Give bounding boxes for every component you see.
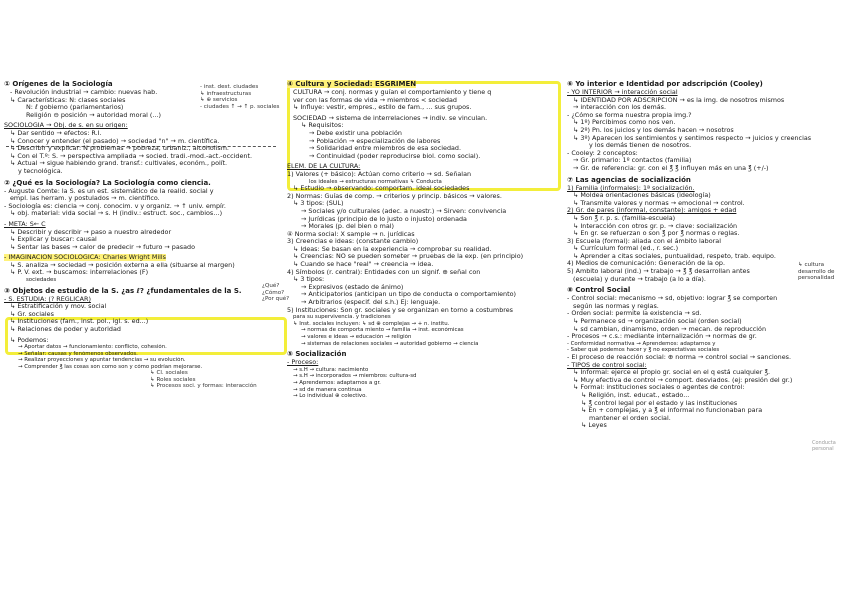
side-note: ¿Cómo? <box>262 289 285 296</box>
yo-line: ↳ IDENTIDAD POR ADSCRIPCIÓN → es la img. de nosotros mismos <box>573 96 785 104</box>
objetos-line: ↳ Instituciones (fam., inst. pol., igl. s. ed...) <box>10 318 149 326</box>
yo-heading: ⑥ Yo interior e Identidad por adscripción (Cooley) <box>567 80 763 88</box>
side-note: ¿Qué? <box>262 283 280 289</box>
podemos-line: → Comprender ℥ las cosas son como son y cómo podrían mejorarse. <box>18 364 203 370</box>
elem-line: ↳ 3 tipos: (SUL) <box>293 200 344 208</box>
origins-line: N: ℓ gobierno (parlamentarios) <box>26 104 124 112</box>
sociologia-line: ↳ Describir y explicar: N problemas → pobreza, urbaniz., alcoholism. <box>10 145 229 153</box>
agencias-line: 4) Medios de comunicación: Generación de la op. <box>567 260 725 268</box>
agencias-line: (escuela) y durante → trabajo (a lo a día). <box>573 275 706 283</box>
yo-line: ↳ 1º) Percibimos como nos ven. <box>573 119 676 127</box>
sociologia-line: ↳ Con el T.º: S. → perspectiva ampliada → socied. tradi.-mod.-act.-occident. <box>10 152 252 160</box>
meta-line: ↳ Sentar las bases → calor de predecir → futuro → pasado <box>10 243 195 251</box>
yo-line: → interacción con los demás. <box>573 104 667 112</box>
cultura-line: → Debe existir una población <box>309 129 402 137</box>
control-line: - Conformidad normativa → Aprendemos: adaptarnos y <box>567 340 716 347</box>
side-note: ↳ Roles sociales <box>150 376 196 383</box>
que-es-line: - Auguste Comte: la S. es un est. sistemático de la realid. social y <box>4 187 214 195</box>
control-line: - Saber qué podemos hacer y ℥ no expectativas sociales <box>567 347 720 354</box>
sociologia-line: ↳ Conocer y entender (el pasado) → sociedad "n" → m. científica. <box>10 137 220 145</box>
column-right <box>567 80 845 430</box>
objetos-line: ↳ Estratificación y mov. social <box>10 303 107 311</box>
control-line: - Control social: mecanismo → sd, objetivo: lograr ℥ se comporten <box>567 295 778 303</box>
yo-line: - Cooley: 2 conceptos: <box>567 149 638 157</box>
cultura-line: ver con las formas de vida → miembros < sociedad <box>293 96 457 104</box>
cultura-line: → Solidaridad entre miembros de esa sociedad. <box>309 145 461 153</box>
control-line: ↳ Informal: ejerce el propio gr. social en el q está cualquier ℥. <box>573 369 771 377</box>
side-note: ↳ Cl. sociales <box>150 370 188 376</box>
socializacion-line: → Lo individual ⊕ colectivo. <box>293 393 368 400</box>
control-line: ↳ Formal: instituciones sociales o agentes de control: <box>573 384 745 392</box>
imaginacion-line: sociedades <box>26 277 57 284</box>
agencias-line: 3) Escuela (formal): aliada con el ámbito laboral <box>567 237 721 245</box>
socializacion-line: → s.H → cultura: nacimiento <box>293 366 369 373</box>
elem-line: → Anticipatorios (anticipan un tipo de conducta o comportamiento) <box>301 291 517 299</box>
podemos-line: → Aportar datos → funcionamiento: conflicto, cohesión. <box>18 344 167 351</box>
podemos-line: → Señalar: causas y fenómenos observados. <box>18 350 138 357</box>
side-note: ↳ ⊕ servicios <box>200 97 238 104</box>
yo-line: ↳ 2º) Pn. los juicios y los demás hacen → nosotros <box>573 126 734 134</box>
cultura-line: SOCIEDAD → sistema de interrelaciones → indiv. se vinculan. <box>293 114 488 122</box>
origins-side-notes <box>200 84 279 110</box>
yo-line: → Gr. primario: 1º contactos (familia) <box>573 157 692 165</box>
faint-note: Conducta <box>812 440 836 446</box>
side-note: desarrollo de <box>798 268 835 275</box>
side-note: ↳ infraestructuras <box>200 90 252 97</box>
elem-line: 5) Instituciones: Son gr. sociales y se organizan en torno a costumbres <box>287 306 514 314</box>
origins-line: ↳ Características: N: clases sociales <box>10 96 126 104</box>
elem-line: ↳ 3 tipos: <box>293 276 325 284</box>
objetos-line: - S. ESTUDIA: (? REGLICAR) <box>4 295 91 303</box>
elem-line: → Arbitrarios (especif. del s.h.) Ej: lenguaje. <box>301 299 441 307</box>
origins-line: Religión ⊖ posición → autoridad moral (...) <box>26 111 161 119</box>
imaginacion-line: ↳ S. analiza → sociedad → posición externa a ella (situarse al margen) <box>10 261 235 269</box>
elem-line: 4) Símbolos (r. central): Entidades con un signif. ⊕ señal con <box>287 268 481 276</box>
control-line: ↳ Religión, inst. educat., estado... <box>581 391 690 399</box>
agencias-line: ↳ Aprender a citas sociales, puntualidad, respeto, trab. equipo. <box>573 252 776 260</box>
objetos-line: ↳ Gr. sociales <box>10 310 54 318</box>
side-note: - ciudades ↑ → ↑ p. sociales <box>200 103 280 110</box>
objetos-line: ↳ Relaciones de poder y autoridad <box>10 326 121 334</box>
cultura-title-text: ④ Cultura y Sociedad: ESGRIMEN <box>287 80 417 88</box>
yo-line: y los demás tienen de nosotros. <box>589 142 692 150</box>
side-note: ↳ Procesos soci. y formas: interacción <box>150 383 257 390</box>
socializacion-heading: ⑤ Socialización <box>287 350 347 359</box>
yo-line: ↳ 3º) Aparecen los sentimientos y sentimos respecto → juicios y creencias <box>573 134 812 142</box>
elem-line: → normas de comporta miento → familia → inst. económicas <box>301 327 464 334</box>
elem-line: ↳ Ideas: Se basan en la experiencia → comprobar su realidad. <box>293 245 492 253</box>
side-note: ¿Por qué? <box>262 296 290 303</box>
control-line: ↳ En + complejas, y a ℥ el informal no funcionaban para <box>581 407 763 415</box>
control-line: - TIPOS de control social: <box>567 361 647 369</box>
cultura-line: → Continuidad (poder reproducirse biol. como social). <box>309 152 481 160</box>
yo-line: - ¿Cómo se forma nuestra propia img.? <box>567 111 692 119</box>
origins-title: ① Orígenes de la Sociología <box>4 80 113 88</box>
agencias-line: 5) Ámbito laboral (ind.) → trabajo → ℥ ℥ desarrollan antes <box>567 268 750 276</box>
elem-line: para su supervivencia. y tradiciones <box>293 314 391 321</box>
socializacion-line: → sd de manera continua <box>293 386 362 393</box>
elem-line: → Morales (p. del bien o mal) <box>301 223 395 231</box>
elem-line: → Sociales y/o culturales (adec. a nuestr.) → Sirven: convivencia <box>301 207 507 215</box>
control-line: ↳ sd cambian, dinamismo, orden → mecan. de reproducción <box>573 325 766 333</box>
cultura-line: CULTURA → conj. normas y guían el comportamiento y tiene q <box>293 89 492 96</box>
elem-line: ↳ Inst. sociales incluyen: ↳ sd ⊕ complejas → + n. institu. <box>293 320 450 327</box>
elem-line: → valores e ideas → educación → religión <box>301 334 412 340</box>
socializacion-line: → s.H → incorporados → miembros: cultura-sd <box>293 373 417 380</box>
elem-line: ↳ Cuando se hace "real" → creencia → idea. <box>293 261 434 269</box>
elem-line: → Jurídicas (principio de lo justo o injusto) ordenada <box>301 215 467 223</box>
side-note: ↳ cultura <box>798 262 825 268</box>
agencias-line: ↳ Moldea orientaciones básicas (ideología) <box>573 192 711 200</box>
meta-line: ↳ Explicar y buscar: causal <box>10 236 97 244</box>
faint-side-note <box>812 440 836 452</box>
faint-note: personal <box>812 446 834 452</box>
agencias-line: ↳ Currículum formal (ed., r. sec.) <box>573 245 679 253</box>
elem-line: ↳ Estudio → observando: comportam. ideal sociedades <box>293 185 470 193</box>
control-line: - Procesos → c.s.: mediante internalización → normas de gr. <box>567 333 757 341</box>
elem-line: 3) Creencias e ideas: (constante cambio) <box>287 238 419 246</box>
column-left <box>4 80 286 371</box>
side-note: - inst. dest. ciudades <box>200 84 259 90</box>
control-line: ↳ ℥ control legal por el estado y las instituciones <box>581 399 738 407</box>
que-es-line: - Sociología es: ciencia → conj. conocim. v y organiz. → ↑ univ. empír. <box>4 202 226 210</box>
socializacion-line: → Aprendemos: adaptarnos a gr. <box>293 379 381 386</box>
elem-line: → Expresivos (estado de ánimo) <box>301 283 404 291</box>
agencias-side-notes <box>798 262 834 282</box>
elem-line: → sistemas de relaciones sociales → autoridad gobierno → ciencia <box>301 340 479 347</box>
agencias-line: 1) Familia (informales): 1ª socialización. <box>567 184 695 192</box>
agencias-line: ↳ Transmite valores y normas → emocional → control. <box>573 199 745 207</box>
elem-line: ↳ Creencias: NO se pueden someter → pruebas de la exp. (en principio) <box>293 253 524 261</box>
sociologia-line: y tecnológica. <box>18 167 63 175</box>
sociologia-line: ↳ Dar sentido → efectos: R.I. <box>10 129 102 137</box>
control-line: ↳ Leyes <box>581 422 607 430</box>
meta-line: ↳ Describir y describir → paso a nuestro alrededor <box>10 228 172 236</box>
que-es-line: empl. las herram. y postulados → m. científico. <box>10 195 160 203</box>
control-line: - El proceso de reacción social: ⊕ norma → control social → sanciones. <box>567 354 791 361</box>
meta-heading: - META: S← C <box>4 220 46 228</box>
elem-line: 2) Normas: Guías de comp. → criterios y princip. básicos → valores. <box>287 192 502 200</box>
control-line: - Orden social: permite la existencia → sd. <box>567 310 702 318</box>
yo-line: - YO INTERIOR → interacción social <box>567 89 678 96</box>
elem-line: ④ Norma social: X sample → n. jurídicas <box>287 230 415 238</box>
que-es-heading: ② ¿Qué es la Sociología? La Sociología como ciencia. <box>4 178 211 187</box>
cultura-line: → Población → especialización de labores <box>309 137 441 145</box>
side-note: personalidad <box>798 275 835 282</box>
agencias-line: 2) Gr. de pares (informal, constante): amigos + edad <box>567 207 737 215</box>
imaginacion-heading <box>4 254 286 262</box>
elem-heading: ELEM. DE LA CULTURA: <box>287 163 361 171</box>
podemos-line: → Realizar proyecciones y apuntar tendencias → su evolución. <box>18 357 186 364</box>
cultura-title <box>287 80 565 89</box>
sociologia-line: ↳ Actual → sigue habiendo grand. transf.: cultivales, económ., polít. <box>10 160 228 168</box>
agencias-heading: ⑦ Las agencias de socialización <box>567 175 691 184</box>
origins-line: - Revolución industrial → cambio: nuevas hab. <box>10 89 158 96</box>
cultura-line: ↳ Requisitos: <box>301 122 344 130</box>
podemos-heading: ↳ Podemos: <box>10 336 49 344</box>
elem-line: los ideales → estructuras normativas ↳ Conducta <box>309 178 442 185</box>
sociologia-heading: SOCIOLOGÍA → Obj. de s. en su origen: <box>4 122 128 130</box>
agencias-line: ↳ Son ℥ r. p. s. (familia-escuela) <box>573 214 676 222</box>
yo-line: → Gr. de referencia: gr. con el ℥ ℥ influyen más en una ℥ (+/-) <box>573 164 769 172</box>
control-line: ↳ Permanece sd → organización social (orden social) <box>573 318 742 326</box>
imaginacion-title: - IMAGINACIÓN SOCIOLÓGICA: Charles Wright Mills <box>4 254 167 262</box>
column-middle <box>287 80 565 400</box>
objetos-side-notes <box>150 370 257 390</box>
meta-side-notes <box>262 283 289 303</box>
control-line: ↳ Muy efectiva de control → comport. desviados. (ej: presión del gr.) <box>573 376 793 384</box>
cultura-line: ↳ Influye: vestir, empres., estilo de fam., … sus grupos. <box>293 104 472 112</box>
elem-line: 1) Valores (+ básico): Actúan como criterio → sd. Señalan <box>287 170 472 178</box>
imaginacion-line: ↳ P. V. ext. → buscamos: interrelaciones (F) <box>10 269 149 277</box>
agencias-line: ↳ En gr. se refuerzan o son ℥ por ℥ normas o reglas. <box>573 230 740 238</box>
control-line: mantener el orden social. <box>589 414 671 422</box>
objetos-heading: ③ Objetos de estudio de la S. ¿as ℓ? ¿fundamentales de la S. <box>4 286 242 295</box>
socializacion-line: - Proceso: <box>287 359 319 367</box>
agencias-line: ↳ Interacción con otros gr. p. → clave: socialización <box>573 222 738 230</box>
control-heading: ⑧ Control Social <box>567 286 631 295</box>
control-line: según las normas y reglas. <box>573 302 659 310</box>
que-es-line: ↳ obj. material: vida social → s. H (indiv.: estruct. soc., cambios…) <box>10 210 223 218</box>
